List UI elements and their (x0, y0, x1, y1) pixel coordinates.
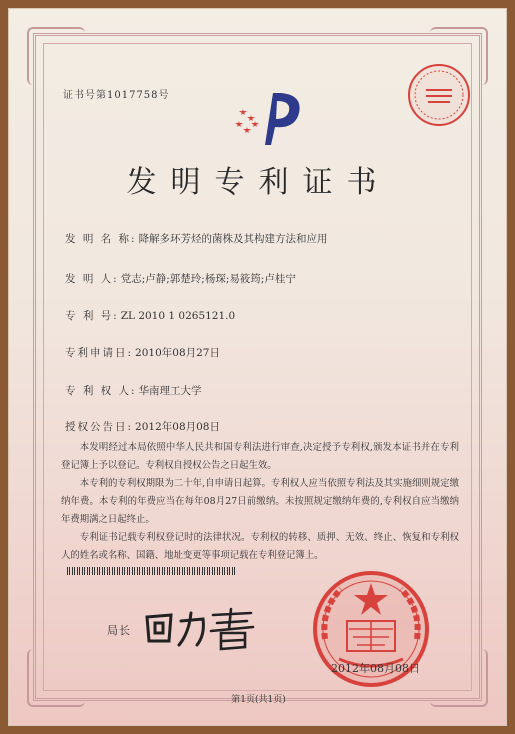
certificate-number: 证书号第1017758号 (63, 90, 170, 101)
body-paragraph: 专利证书记载专利权登记时的法律状况。专利权的转移、质押、无效、终止、恢复和专利权人的姓名或名称、国籍、地址变更等事项记载在专利登记簿上。 (61, 532, 459, 561)
field-label: 发 明 名 称: (65, 233, 137, 245)
barcode (67, 567, 235, 575)
field-value: 2012年08月08日 (135, 421, 220, 433)
seal-date: 2012年08月08日 (331, 662, 420, 675)
field-value: 降解多环芳烃的菌株及其构建方法和应用 (138, 233, 328, 245)
body-paragraph: 本发明经过本局依照中华人民共和国专利法进行审查,决定授予专利权,颁发本证书并在专利登记簿上予以登记。专利权自授权公告之日起生效。 (61, 442, 459, 471)
field-label: 专利申请日: (65, 347, 134, 359)
page-title: 发明专利证书 (126, 165, 391, 200)
field-application-date (65, 345, 220, 360)
certificate-page (8, 8, 507, 726)
field-value: 华南理工大学 (138, 385, 202, 397)
field-value: ZL 2010 1 0265121.0 (120, 310, 236, 322)
patent-office-logo-icon (229, 87, 309, 147)
corner-ornament (27, 27, 85, 85)
field-invention-name (65, 231, 328, 246)
field-label: 专 利 号: (65, 310, 119, 322)
page-footer: 第1页(共1页) (231, 695, 286, 705)
certificate-body (61, 439, 459, 565)
field-label: 专 利 权 人: (65, 385, 137, 397)
field-label: 授权公告日: (65, 421, 134, 433)
director-signature-icon (141, 605, 261, 651)
field-value: 2010年08月27日 (135, 347, 220, 359)
field-value: 党志;卢静;郭楚玲;杨琛;易筱筠;卢桂宁 (120, 273, 296, 285)
director-label: 局长 (107, 624, 131, 637)
field-label: 发 明 人: (65, 273, 119, 285)
field-patentee (65, 383, 202, 398)
body-paragraph: 本专利的专利权期限为二十年,自申请日起算。专利权人应当依照专利法及其实施细则规定缴纳年费。本专利的年费应当在每年08月27日前缴纳。未按照规定缴纳年费的,专利权自应当缴纳年费期满之日起终止。 (61, 478, 459, 525)
field-patent-number (65, 308, 235, 323)
field-grant-date (65, 419, 220, 434)
patent-agency-seal-icon (406, 62, 472, 128)
field-inventors (65, 271, 296, 286)
